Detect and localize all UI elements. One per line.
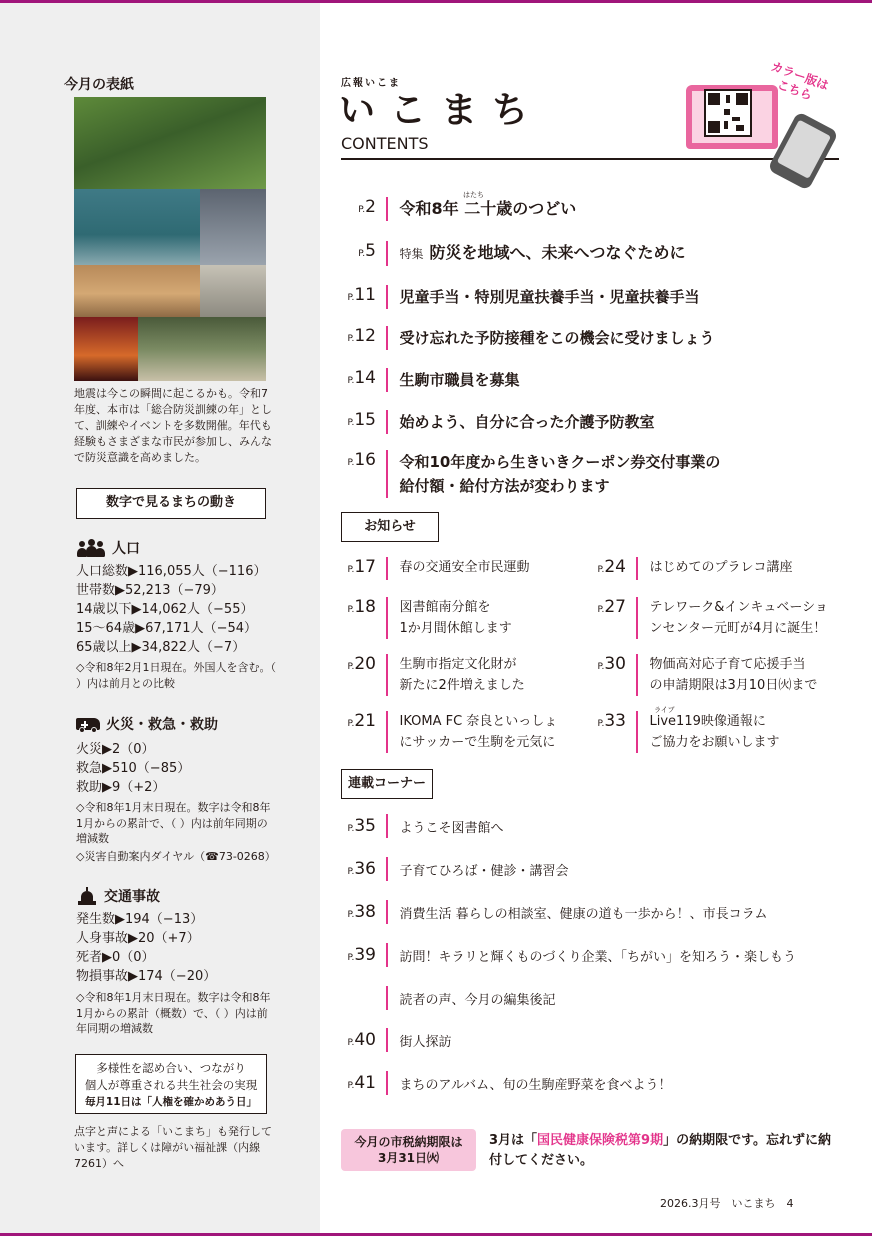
series-item[interactable] [330,857,569,881]
toc-item[interactable] [330,326,850,350]
series-page-number: P.40 [347,1030,376,1050]
series-item[interactable] [330,814,504,838]
list-item: 65歳以上▶34,822人（−7） [76,640,246,655]
toc-title-line2: 給付額・給付方法が変わります [399,477,610,495]
tax-highlight: 国民健康保険税第9期 [537,1133,664,1148]
list-item: 火災▶2（0） [76,742,155,757]
news-item[interactable] [580,557,793,580]
toc-title-line1: 令和10年度から生きいきクーポン券交付事業の [399,453,721,471]
cover-caption: 地震は今この瞬間に起こるかも。令和7年度、本市は「総合防災訓練の年」として、訓練やイベントを多数開催。年代も経験もさまざまな市民が参加し、みんなで防災意識を高めました。 [74,387,272,464]
news-section-label: お知らせ [341,512,439,542]
toc-title: 受け忘れた予防接種をこの機会に受けましょう [399,329,715,347]
toc-item[interactable] [330,450,850,498]
news-divider [386,557,388,580]
list-item: 15〜64歳▶67,171人（−54） [76,621,258,636]
photo-booth [200,265,266,317]
toc-item[interactable] [330,410,850,434]
photo-tent [74,189,200,265]
series-divider [386,1028,388,1052]
series-page-number: P.35 [347,816,376,836]
photo-forest-hike [74,97,266,189]
news-item[interactable] [580,597,828,639]
series-page-number: P.36 [347,859,376,879]
publication-kana: 広報いこま [341,78,401,89]
tax-badge-line1: 今月の市税納期限は [354,1135,463,1149]
warning-light-icon [76,887,98,905]
toc-page-number: P.16 [347,450,376,470]
photo-display [200,189,266,265]
series-text: まちのアルバム、旬の生駒産野菜を食べよう！ [399,1077,672,1093]
series-divider [386,986,388,1010]
series-text: ようこそ図書館へ [399,820,504,836]
news-text: 春の交通安全市民運動 [399,560,530,575]
series-item[interactable] [330,986,556,1010]
news-divider [636,557,638,580]
news-item[interactable] [580,654,817,696]
contents-label: CONTENTS [341,134,429,153]
series-divider [386,943,388,967]
series-divider [386,857,388,881]
tax-deadline-badge [341,1129,476,1171]
series-text: 消費生活 暮らしの相談室、健康の道も一歩から！、市長コラム [399,906,768,922]
population-heading-label: 人口 [112,541,140,557]
ruby-annotation: はたち [463,191,484,199]
toc-title: 生駒市職員を募集 [399,371,520,389]
news-text: 図書館南分館を 1か月間休館します [399,600,512,636]
traffic-heading [76,886,160,906]
feature-tag: 特集 [399,247,424,261]
human-rights-line3: 毎月11日は「人権を確かめあう日」 [84,1096,258,1108]
fire-list [76,740,190,797]
toc-divider [386,197,388,221]
toc-divider [386,450,388,498]
series-text: 子育てひろば・健診・講習会 [399,863,569,879]
page-footer: 2026.3月号 いこまち 4 [660,1197,794,1210]
fire-heading-label: 火災・救急・救助 [106,717,218,733]
toc-item[interactable] [330,197,850,221]
news-divider [386,597,388,639]
series-item[interactable] [330,900,768,924]
ruby-annotation: ライブ [654,706,675,714]
photo-rescue [138,317,266,381]
news-item[interactable] [330,597,512,639]
news-item[interactable] [330,711,557,753]
toc-title-text: 令和8年 二十歳のつどい [399,199,577,218]
human-rights-box [75,1054,267,1114]
photo-stage [74,317,138,381]
series-page-number: P.41 [347,1073,376,1093]
list-item: 死者▶0（0） [76,950,155,965]
news-text: はじめてのプラレコ講座 [649,560,793,575]
population-list [76,562,266,657]
toc-page-number: P.5 [358,241,376,261]
color-edition-label: カラー版はこちら [769,59,831,103]
series-page-number: P.38 [347,902,376,922]
news-text: 物価高対応子育て応援手当 の申請期限は3月10日㈫まで [649,657,818,693]
news-divider [636,654,638,696]
news-text: IKOMA FC 奈良といっしょ にサッカーで生駒を元気に [399,714,558,750]
toc-divider [386,241,388,266]
toc-title: 児童手当・特別児童扶養手当・児童扶養手当 [399,288,700,306]
series-text: 街人探訪 [399,1034,452,1050]
news-text: 生駒市指定文化財が 新たに2件増えました [399,657,525,693]
cover-heading: 今月の表紙 [64,77,134,93]
news-item[interactable] [580,711,780,753]
list-item: 物損事故▶174（−20） [76,969,217,984]
toc-divider [386,410,388,434]
tax-badge-line2: 3月31日㈫ [377,1151,440,1165]
news-text: テレワーク&インキュベーショ ンセンター元町が4月に誕生！ [649,600,828,636]
toc-title: 特集 防災を地域へ、未来へつなぐために [399,243,686,262]
traffic-note: ◇令和8年1月末日現在。数字は令和8年1月からの累計（概数）で、（ ）内は前年同期の増減数 [76,991,271,1035]
series-section-label: 連載コーナー [341,769,433,799]
population-note: ◇令和8年2月1日現在。外国人を含む。（ ）内は前月との比較 [76,661,276,690]
toc-page-number: P.12 [347,326,376,346]
list-item: 人口総数▶116,055人（−116） [76,564,267,579]
news-page-number: P.17 [347,557,376,577]
toc-item[interactable] [330,241,850,266]
news-text: Live119映像通報に ご協力をお願いします [649,714,780,750]
list-item: 14歳以下▶14,062人（−55） [76,602,254,617]
tax-notice: 3月は「国民健康保険税第9期」の納期限です。忘れずに納付してください。 [489,1133,832,1168]
list-item: 救急▶510（−85） [76,761,191,776]
series-page-number: P.39 [347,945,376,965]
human-rights-line1: 多様性を認め合い、つながり [96,1061,246,1075]
photo-children [74,265,200,317]
news-page-number: P.24 [597,557,626,577]
toc-page-number: P.14 [347,368,376,388]
cover-photo-collage [74,97,266,381]
human-rights-line2: 個人が尊重される共生社会の実現 [84,1078,258,1092]
toc-title [400,450,721,498]
news-item[interactable] [330,557,530,580]
news-page-number: P.21 [347,711,376,731]
series-divider [386,900,388,924]
toc-divider [386,368,388,392]
traffic-heading-label: 交通事故 [104,889,160,905]
news-page-number: P.30 [597,654,626,674]
news-page-number: P.20 [347,654,376,674]
toc-page-number: P.15 [347,410,376,430]
news-page-number: P.33 [597,711,626,731]
news-divider [636,711,638,753]
toc-title [400,197,577,221]
toc-item[interactable] [330,285,850,309]
series-item[interactable] [330,1028,452,1052]
list-item: 発生数▶194（−13） [76,912,204,927]
population-heading [76,538,140,558]
qr-code-icon[interactable] [704,89,752,137]
toc-item[interactable] [330,368,850,392]
ambulance-icon [76,715,100,733]
series-text: 訪問！キラリと輝くものづくり企業、「ちがい」を知ろう・楽しもう [399,949,797,965]
series-divider [386,814,388,838]
series-divider [386,1071,388,1095]
news-divider [386,711,388,753]
fire-heading [76,714,218,734]
fire-note: ◇令和8年1月末日現在。数字は令和8年1月からの累計で、（ ）内は前年同期の増減数 [76,801,271,845]
list-item: 人身事故▶20（+7） [76,931,200,946]
people-icon [76,539,106,557]
toc-page-number: P.2 [358,197,376,217]
voice-edition-note: 点字と声による「いこまち」も発行しています。詳しくは障がい福祉課（内線7261）へ [74,1125,272,1170]
news-divider [636,597,638,639]
series-item[interactable] [330,1071,671,1095]
series-text: 読者の声、今月の編集後記 [399,992,556,1008]
news-divider [386,654,388,696]
news-item[interactable] [330,654,525,696]
news-page-number: P.18 [347,597,376,617]
fire-dial-note: ◇災害自動案内ダイヤル（☎73-0268） [76,850,276,863]
series-item[interactable] [330,943,796,967]
list-item: 救助▶9（+2） [76,780,166,795]
toc-divider [386,285,388,309]
magazine-logo: いこまち [339,89,544,131]
stats-box-title: 数字で見るまちの動き [76,488,266,519]
toc-title: 始めよう、自分に合った介護予防教室 [399,413,655,431]
toc-divider [386,326,388,350]
toc-page-number: P.11 [347,285,376,305]
header-divider [341,158,839,160]
list-item: 世帯数▶52,213（−79） [76,583,224,598]
traffic-list [76,910,216,986]
news-page-number: P.27 [597,597,626,617]
